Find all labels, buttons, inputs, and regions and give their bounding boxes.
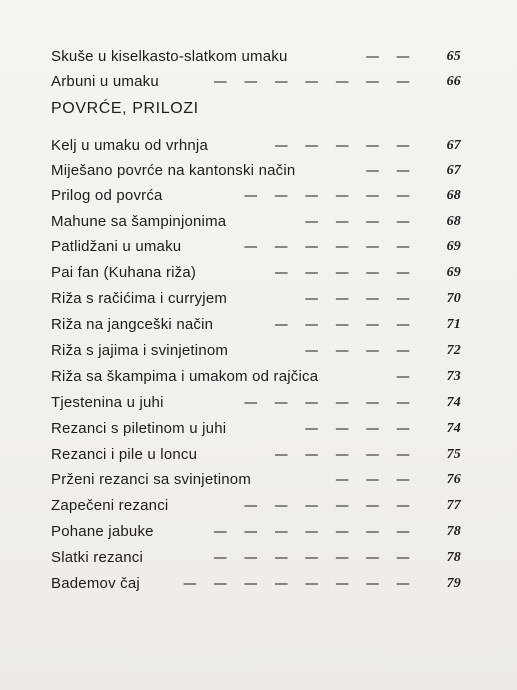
toc-entry: [51, 71, 461, 93]
toc-entry: [51, 314, 461, 336]
entry-page-number: 76: [446, 472, 461, 487]
dash-leader: — — — —: [304, 343, 416, 359]
entry-title: Miješano povrće na kantonski način: [51, 162, 296, 179]
entry-title: Arbuni u umaku: [51, 73, 159, 90]
entry-title: Kelj u umaku od vrhnja: [51, 137, 208, 154]
entry-title: Rezanci i pile u loncu: [51, 446, 198, 463]
entry-title: Pohane jabuke: [51, 523, 154, 540]
entry-page-number: 73: [446, 369, 461, 384]
toc-entry: [51, 444, 461, 466]
dash-leader: — — — — — — — —: [182, 576, 416, 592]
entry-page-number: 77: [446, 498, 461, 513]
entry-title: Riža s jajima i svinjetinom: [51, 342, 229, 359]
dash-leader: — — —: [335, 472, 416, 488]
dash-leader: — — — — — —: [243, 498, 416, 514]
toc-entry: [51, 521, 461, 543]
dash-leader: — — — — — — —: [213, 74, 416, 90]
entry-page-number: 75: [446, 447, 461, 462]
toc-entry: [51, 495, 461, 517]
toc-entry: [51, 211, 461, 233]
dash-leader: — — — — — —: [243, 395, 416, 411]
entry-title: Prilog od povrća: [51, 187, 163, 204]
entry-title: Prženi rezanci sa svinjetinom: [51, 471, 252, 488]
dash-leader: — — — — — — —: [213, 524, 416, 540]
toc-entry: [51, 185, 461, 207]
entry-page-number: 79: [446, 576, 461, 591]
dash-leader: —: [396, 369, 416, 385]
entry-title: Mahune sa šampinjonima: [51, 213, 227, 230]
dash-leader: — — — — — —: [243, 188, 416, 204]
entry-page-number: 70: [446, 291, 461, 306]
toc-entry: [51, 236, 461, 258]
entry-page-number: 68: [446, 214, 461, 229]
entry-page-number: 66: [446, 74, 461, 89]
entry-page-number: 65: [446, 49, 461, 64]
entry-page-number: 67: [446, 163, 461, 178]
toc-entry: [51, 288, 461, 310]
entry-page-number: 78: [446, 524, 461, 539]
entry-page-number: 69: [446, 265, 461, 280]
toc-entry: [51, 340, 461, 362]
section-heading: POVRĆE, PRILOZI: [51, 100, 199, 117]
dash-leader: — — — —: [304, 214, 416, 230]
toc-entry: [51, 262, 461, 284]
dash-leader: — — — — —: [274, 317, 416, 333]
toc-entry: [51, 547, 461, 569]
entry-page-number: 68: [446, 188, 461, 203]
dash-leader: — — — —: [304, 421, 416, 437]
entry-title: Slatki rezanci: [51, 549, 144, 566]
toc-entry: [51, 469, 461, 491]
dash-leader: — — — — —: [274, 138, 416, 154]
entry-page-number: 78: [446, 550, 461, 565]
entry-page-number: 74: [446, 421, 461, 436]
toc-entry: [51, 160, 461, 182]
entry-title: Patlidžani u umaku: [51, 238, 182, 255]
entry-page-number: 72: [446, 343, 461, 358]
toc-entry: [51, 392, 461, 414]
toc-entry: [51, 418, 461, 440]
entry-title: Riža sa škampima i umakom od rajčica: [51, 368, 319, 385]
entry-page-number: 71: [446, 317, 461, 332]
entry-title: Tjestenina u juhi: [51, 394, 164, 411]
toc-entry: [51, 46, 461, 68]
entry-page-number: 74: [446, 395, 461, 410]
toc-entry: [51, 135, 461, 157]
toc-entry: [51, 573, 461, 595]
entry-title: Rezanci s piletinom u juhi: [51, 420, 227, 437]
dash-leader: — — — —: [304, 291, 416, 307]
entry-title: Bademov čaj: [51, 575, 140, 592]
dash-leader: — — — — —: [274, 265, 416, 281]
dash-leader: — — — — — —: [243, 239, 416, 255]
entry-page-number: 67: [446, 138, 461, 153]
entry-title: Riža na jangceški način: [51, 316, 214, 333]
dash-leader: — —: [365, 49, 416, 65]
entry-title: Riža s račićima i curryjem: [51, 290, 228, 307]
toc-entry: [51, 366, 461, 388]
entry-title: Skuše u kiselkasto-slatkom umaku: [51, 48, 288, 65]
entry-title: Pai fan (Kuhana riža): [51, 264, 197, 281]
entry-title: Zapečeni rezanci: [51, 497, 169, 514]
dash-leader: — — — — — — —: [213, 550, 416, 566]
dash-leader: — — — — —: [274, 447, 416, 463]
dash-leader: — —: [365, 163, 416, 179]
entry-page-number: 69: [446, 239, 461, 254]
